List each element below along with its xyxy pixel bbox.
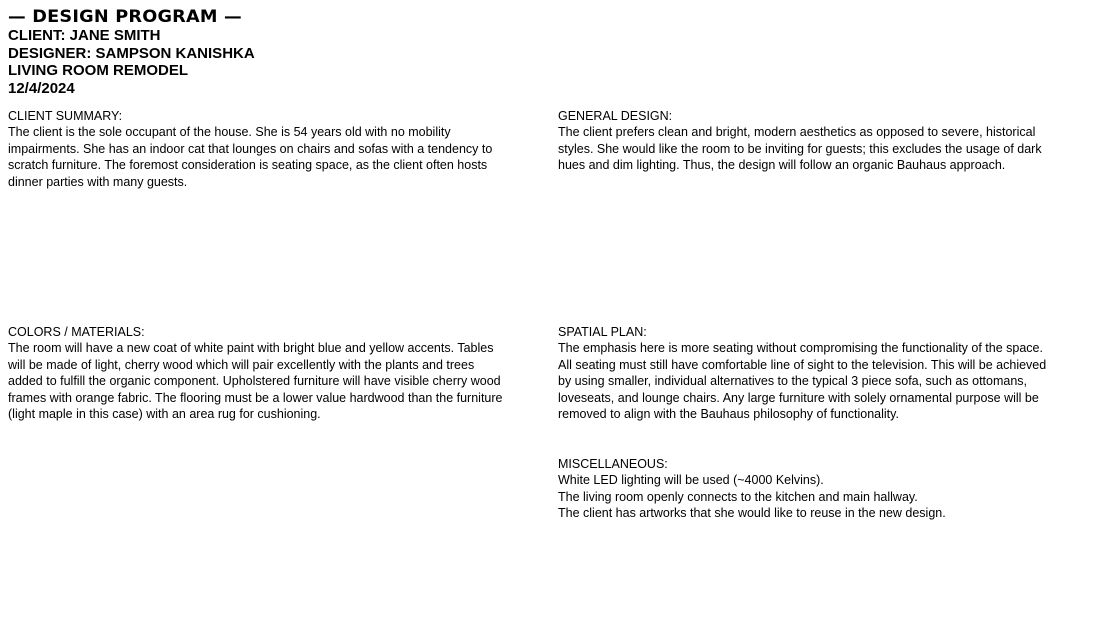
- miscellaneous-list: [558, 472, 1058, 521]
- project-name: LIVING ROOM REMODEL: [8, 62, 188, 79]
- miscellaneous-line: White LED lighting will be used (~4000 Kelvins).: [558, 473, 824, 488]
- general-design-body: The client prefers clean and bright, modern aesthetics as opposed to severe, historical styles. She would like the room to be inviting for guests; this excludes the usage of dark hues and dim lighting. Thus, the design will follow an organic Bauhaus approach.: [558, 125, 1042, 173]
- client-summary-body: The client is the sole occupant of the house. She is 54 years old with no mobility impairments. She has an indoor cat that lounges on chairs and sofas with a tendency to scratch furniture. The foremost consideration is seating space, as the client often hosts dinner parties with many guests.: [8, 125, 493, 189]
- client-summary-heading: CLIENT SUMMARY:: [8, 109, 123, 123]
- designer-name: DESIGNER: SAMPSON KANISHKA: [8, 44, 255, 62]
- client-name: CLIENT: JANE SMITH: [8, 27, 161, 44]
- colors-materials-body: The room will have a new coat of white paint with bright blue and yellow accents. Tables will be made of light, cherry wood which will pair excellently with the plants and trees added to fulfill the organic component. Upholstered furniture will have visible cherry wood frames with orange fabric. The flooring must be a lower value hardwood than the furniture (light maple in this case) with an area rug for cushioning.: [8, 341, 503, 422]
- colors-materials-section: [8, 324, 508, 422]
- document-header: [8, 7, 508, 97]
- spatial-plan-heading: SPATIAL PLAN:: [558, 325, 647, 339]
- general-design-section: [558, 108, 1058, 174]
- miscellaneous-line: The client has artworks that she would like to reuse in the new design.: [558, 506, 946, 521]
- document-date: 12/4/2024: [8, 79, 75, 97]
- program-title: — DESIGN PROGRAM —: [8, 7, 242, 27]
- miscellaneous-heading: MISCELLANEOUS:: [558, 457, 668, 471]
- spatial-plan-body: The emphasis here is more seating without compromising the functionality of the space. All seating must still have comfortable line of sight to the television. This will be achieved by using smaller, individual alternatives to the typical 3 piece sofa, such as ottomans, loveseats, and lounge chairs. Any large furniture with solely ornamental purpose will be removed to align with the Bauhaus philosophy of functionality.: [558, 341, 1047, 422]
- miscellaneous-line: The living room openly connects to the kitchen and main hallway.: [558, 489, 918, 504]
- colors-materials-heading: COLORS / MATERIALS:: [8, 325, 145, 339]
- client-summary-section: [8, 108, 508, 190]
- spatial-plan-section: [558, 324, 1058, 422]
- miscellaneous-section: [558, 456, 1058, 522]
- general-design-heading: GENERAL DESIGN:: [558, 109, 673, 123]
